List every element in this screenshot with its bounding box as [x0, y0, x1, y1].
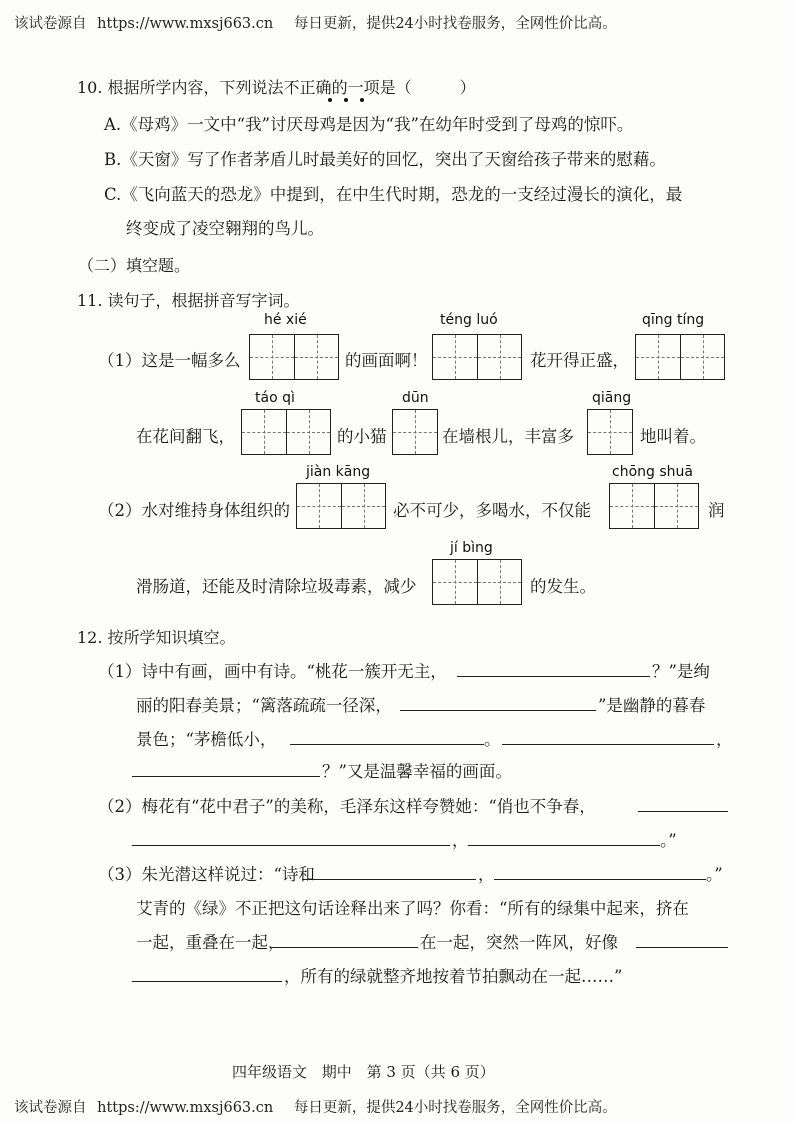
- q10-stem-pre: 10. 根据所学内容，下列说法: [77, 78, 284, 97]
- pinyin-hexie: hé xié: [264, 312, 307, 328]
- q10-option-c-cont: 终变成了凌空翱翔的鸟儿。: [126, 219, 324, 238]
- footer-term: 期中: [321, 1063, 352, 1081]
- source-url[interactable]: https://www.mxsj663.cn: [97, 1100, 274, 1116]
- footer-banner: [14, 1096, 617, 1117]
- q12-2-line1: （2）梅花有“花中君子”的美称，毛泽东这样夸赞她：“俏也不争春，: [98, 797, 596, 816]
- q10-stem-close: ）: [459, 78, 476, 97]
- q10-option-c: C.《飞向蓝天的恐龙》中提到，在中生代时期，恐龙的一支经过漫长的演化，最: [104, 185, 683, 204]
- source-url[interactable]: https://www.mxsj663.cn: [97, 16, 274, 32]
- q12-3-line1: （3）朱光潜这样说过：“诗和: [98, 865, 315, 884]
- pinyin-taoqi: táo qì: [255, 390, 295, 406]
- blank-line[interactable]: [290, 744, 484, 745]
- emphasis-dot: [360, 98, 364, 102]
- answer-grid-dun[interactable]: [392, 409, 438, 455]
- q12-1-line4: ？”又是温馨幸福的画面。: [322, 762, 512, 781]
- answer-grid-tengluo[interactable]: [432, 334, 522, 380]
- promo-text: 每日更新，提供24小时找卷服务，全网性价比高。: [293, 1100, 617, 1116]
- answer-grid-chongshua[interactable]: [609, 483, 699, 529]
- q11-2-line2: 滑肠道，还能及时清除垃圾毒素，减少: [136, 577, 417, 596]
- q11-2-line2-end: 的发生。: [530, 577, 596, 596]
- answer-grid-qingting[interactable]: [635, 334, 725, 380]
- pinyin-jibing: jí bìng: [450, 540, 493, 556]
- q12-1-line2: 丽的阳春美景；“篱落疏疏一径深，: [136, 696, 392, 715]
- q12-2-line2-mid: ，: [452, 831, 469, 850]
- header-banner: [14, 12, 617, 33]
- q11-1-mid2: 在墙根儿，丰富多: [442, 427, 574, 446]
- answer-grid-jibing[interactable]: [432, 559, 522, 605]
- q12-3-line4: ，所有的绿就整齐地按着节拍飘动在一起……”: [284, 967, 623, 986]
- pinyin-tengluo: téng luó: [440, 312, 498, 328]
- blank-line[interactable]: [272, 947, 418, 948]
- q10-option-b: B.《天窗》写了作者茅盾儿时最美好的回忆，突出了天窗给孩子带来的慰藉。: [104, 150, 666, 169]
- pinyin-jiankang: jiàn kāng: [306, 464, 371, 480]
- q11-2-label: （2）水对维持身体组织的: [98, 501, 290, 520]
- q12-3-line3: 一起，重叠在一起，: [136, 933, 285, 952]
- blank-line[interactable]: [502, 744, 714, 745]
- answer-grid-qiang[interactable]: [587, 409, 633, 455]
- footer-grade: 四年级语文: [232, 1063, 308, 1081]
- q11-1-label: （1）这是一幅多么: [98, 351, 241, 370]
- answer-grid-taoqi[interactable]: [241, 409, 331, 455]
- answer-grid-hexie[interactable]: [249, 334, 339, 380]
- q12-3-line1-mid: ，: [478, 865, 495, 884]
- blank-line[interactable]: [302, 879, 476, 880]
- q12-1-line3-mid: 。: [484, 730, 501, 749]
- q11-1-end: 地叫着。: [640, 427, 706, 446]
- q12-3-line2: 艾青的《绿》不正把这句话诠释出来了吗？你看：“所有的绿集中起来，挤在: [136, 899, 689, 918]
- source-label: 该试卷源自: [14, 1100, 87, 1116]
- pinyin-qingting: qīng tíng: [642, 312, 705, 328]
- q12-1-line3: 景色；“茅檐低小，: [136, 730, 277, 749]
- q12-1-line3-end: ，: [716, 730, 733, 749]
- q12-3-line1-end: 。”: [706, 865, 723, 884]
- emphasis-dot: [328, 98, 332, 102]
- pinyin-dun: dūn: [402, 390, 429, 406]
- pinyin-qiang: qiāng: [592, 390, 632, 406]
- q10-stem: [77, 75, 476, 98]
- q11-2-end: 润: [708, 501, 725, 520]
- blank-line[interactable]: [636, 947, 728, 948]
- blank-line[interactable]: [132, 981, 282, 982]
- q11-1-mid1: 的小猫: [337, 427, 387, 446]
- q12-2-line2-end: 。”: [660, 831, 677, 850]
- q12-1-line1: （1）诗中有画，画中有诗。“桃花一簇开无主，: [98, 662, 447, 681]
- answer-grid-jiankang[interactable]: [296, 483, 386, 529]
- blank-line[interactable]: [457, 676, 650, 677]
- blank-line[interactable]: [132, 776, 320, 777]
- page-footer: [232, 1061, 495, 1082]
- footer-page: 第 3 页（共 6 页）: [366, 1063, 495, 1081]
- q11-stem: 11. 读句子，根据拼音写字词。: [77, 291, 300, 310]
- blank-line[interactable]: [400, 710, 596, 711]
- blank-line[interactable]: [638, 811, 728, 812]
- q11-2-mid: 必不可少，多喝水，不仅能: [393, 501, 591, 520]
- q12-1-line1-end: ？”是绚: [652, 662, 710, 681]
- q11-1-mid: 的画面啊！: [345, 351, 428, 370]
- q12-3-line3-mid: 在一起，突然一阵风，好像: [420, 933, 618, 952]
- q11-1-line2: 在花间翻飞，: [136, 427, 235, 446]
- promo-text: 每日更新，提供24小时找卷服务，全网性价比高。: [293, 16, 617, 32]
- source-label: 该试卷源自: [14, 16, 87, 32]
- q10-option-a: A.《母鸡》一文中“我”讨厌母鸡是因为“我”在幼年时受到了母鸡的惊吓。: [104, 115, 634, 134]
- q12-stem: 12. 按所学知识填空。: [77, 628, 236, 647]
- blank-line[interactable]: [132, 845, 450, 846]
- q10-emphasis: 不正确: [283, 78, 332, 97]
- q12-1-line2-end: ”是幽静的暮春: [598, 696, 706, 715]
- pinyin-chongshua: chōng shuā: [612, 464, 693, 480]
- emphasis-dot: [344, 98, 348, 102]
- section-heading: （二）填空题。: [78, 256, 191, 275]
- blank-line[interactable]: [468, 845, 660, 846]
- q10-stem-post: 的一项是（: [331, 78, 412, 97]
- q11-1-after: 花开得正盛，: [530, 351, 629, 370]
- blank-line[interactable]: [494, 879, 706, 880]
